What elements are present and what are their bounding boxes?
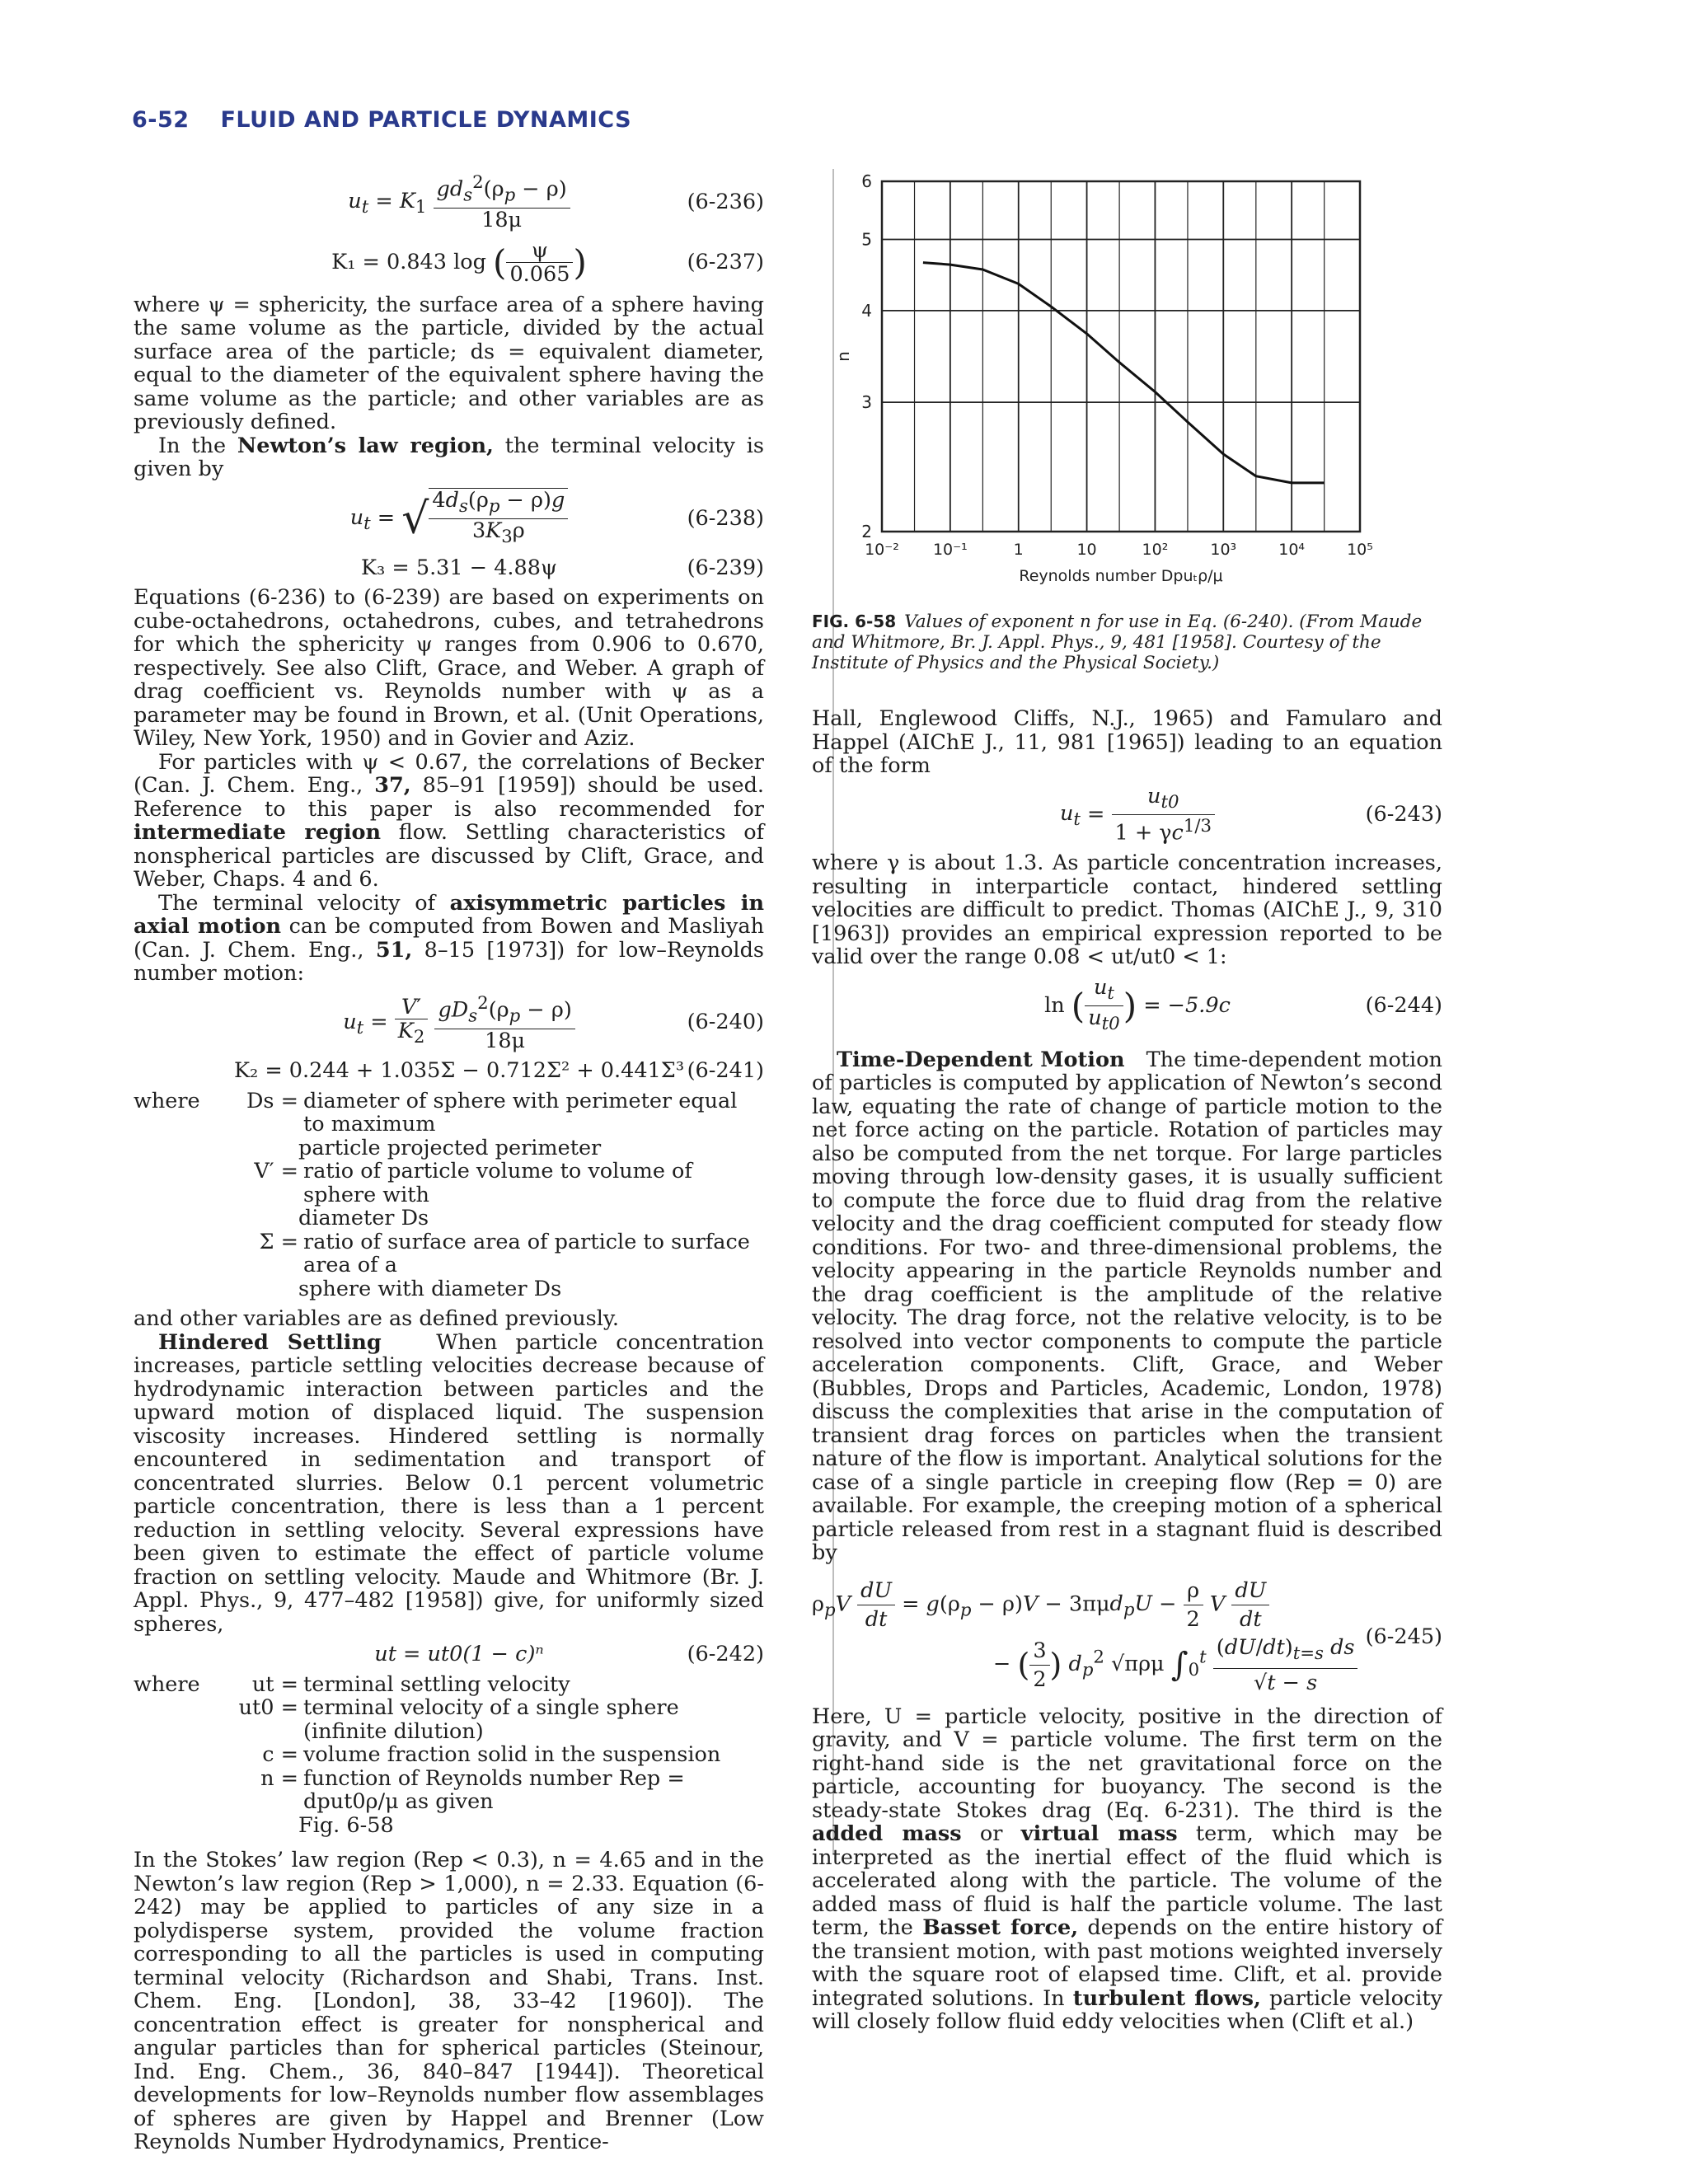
definition-w	[134, 1743, 208, 1767]
equation-6-243: $u_t$ = $\frac{u_{t0}}{1 + \gamma c^{1/3}}$ (6-243)	[1059, 783, 1442, 846]
equation-tag: (6-237)	[687, 250, 764, 275]
paragraph: Equations (6-236) to (6-239) are based on experiments on cube-octahedrons, octahedrons, cubes, and tetrahedrons for which the sphericity ψ ranges from 0.906 to 0.670, respectively. See also Clift, Grace, and Weber. A graph of drag coefficient vs. Reynolds number with ψ as a parameter may be found in Brown, et al. (Unit Operations, Wiley, New York, 1950) and in Govier and Aziz.	[134, 585, 764, 752]
definition-sym: ut0 =	[238, 1695, 298, 1721]
y-tick-label: 3	[861, 392, 872, 413]
equation-tag: (6-240)	[687, 1010, 764, 1035]
definition-sym: Ds =	[246, 1088, 298, 1113]
x-tick-label: 1	[1013, 541, 1024, 559]
paragraph: Here, U = particle velocity, positive in the direction of gravity, and V = particle volume. The first term on the right-hand side is the net gravitational force on the particle, accounting for buoyancy. The second is the steady-state Stokes drag (Eq. 6-231). The third is the added mass or virtual mass term, which may be interpreted as the inertial effect of the fluid which is accelerated along with the particle. The volume of the added mass of fluid is half the particle volume. The last term, the Basset force, depends on the entire history of the transient motion, with past motions weighted inversely with the square root of elapsed time. Clift, et al. provide integrated solutions. In turbulent flows, particle velocity will closely follow fluid eddy velocities when (Clift et al.)	[812, 1704, 1443, 2035]
equation-tag: (6-245)	[1365, 1624, 1442, 1649]
definition-w	[134, 1696, 208, 1743]
definition-sym: Σ =	[259, 1229, 298, 1254]
figure-caption	[812, 612, 1442, 673]
definition-desc: ratio of particle volume to volume of sphere with	[303, 1159, 692, 1207]
variable-definitions	[134, 1090, 764, 1301]
definition-desc: volume fraction solid in the suspension	[303, 1742, 721, 1768]
paragraph: In the Stokes’ law region (Rep < 0.3), n = 4.65 and in the Newton’s law region (Rep > 1,000), n = 2.33. Equation (6-242) may be applied to particles of any size in a polydisperse system, provided the volume fraction corresponding to all the particles is used in computing terminal velocity (Richardson and Shabi, Trans. Inst. Chem. Eng. [London], 38, 33–42 [1960]). The concentration effect is greater for nonspherical and angular particles than for spherical particles (Steinour, Ind. Eng. Chem., 36, 840–847 [1944]). Theoretical developments for low–Reynolds number flow assemblages of spheres are given by Happel and Brenner (Low Reynolds Number Hydrodynamics, Prentice-	[134, 1848, 764, 2155]
right-column	[812, 707, 1442, 2034]
equation-tag: (6-241)	[687, 1058, 764, 1084]
y-tick-label: 4	[861, 300, 872, 321]
definition-row	[134, 1767, 764, 1814]
equation-6-237: K₁ = 0.843 log ( $\frac{\psi}{0.065}$ ) (6-237)	[331, 237, 764, 288]
equation-6-238: $u_t$ = √ $\frac{4d_s(\rho_p - \rho)g}{3K_3\rho}$ (6-238)	[134, 488, 764, 550]
equation-6-241: K₂ = 0.244 + 1.035Σ − 0.712Σ² + 0.441Σ³ (6-241)	[233, 1058, 764, 1084]
definition-sym: ut =	[251, 1671, 298, 1697]
equation-tag: (6-242)	[687, 1642, 764, 1667]
equation-6-239: K₃ = 5.31 − 4.88ψ (6-239)	[361, 555, 764, 580]
equation-6-242: ut = ut0(1 − c)ⁿ (6-242)	[374, 1642, 764, 1667]
equation-tag: (6-239)	[687, 555, 764, 580]
y-tick-label: 2	[861, 522, 872, 541]
definition-row	[134, 1090, 764, 1137]
definition-desc: ratio of surface area of particle to surface area of a	[303, 1229, 750, 1278]
equation-6-236: $u_t = K_1$ $\frac{gd_s^2(\rho_p - \rho)}{18\mu}$ (6-236)	[348, 172, 764, 233]
figure-6-58-chart	[824, 165, 1434, 593]
x-tick-label: 10⁴	[1278, 541, 1306, 559]
x-tick-label: 10	[1076, 541, 1097, 559]
definition-desc: diameter of sphere with perimeter equal to maximum	[303, 1088, 738, 1137]
paragraph: Hall, Englewood Cliffs, N.J., 1965) and Famularo and Happel (AIChE J., 11, 981 [1965]) leading to an equation of the form	[812, 706, 1442, 778]
equation-tag: (6-238)	[687, 505, 764, 531]
definition-continuation: sphere with diameter Ds	[298, 1276, 562, 1301]
definition-row	[134, 1230, 764, 1277]
y-tick-label: 6	[861, 171, 872, 191]
paragraph: For particles with ψ < 0.67, the correlations of Becker (Can. J. Chem. Eng., 37, 85–91 [1959]) should be used. Reference to this paper is also recommended for intermediate region flow. Settling characteristics of nonspherical particles are discussed by Clift, Grace, and Weber, Chaps. 4 and 6.	[134, 749, 765, 893]
paragraph: Hindered Settling When particle concentration increases, particle settling velocities decrease because of hydrodynamic interaction between particles and the upward motion of displaced liquid. The suspension viscosity increases. Hindered settling is normally encountered in sedimentation and transport of concentrated slurries. Below 0.1 percent volumetric particle concentration, there is less than a 1 percent reduction in settling velocity. Several expressions have been given to estimate the effect of particle volume fraction on settling velocity. Maude and Whitmore (Br. J. Appl. Phys., 9, 477–482 [1958]) give, for uniformly sized spheres,	[134, 1329, 764, 1637]
y-axis-label: n	[833, 351, 853, 362]
equation-6-240: $u_t$ = $\frac{V'}{K_2}$ $\frac{gD_s^2(\rho_p - \rho)}{18\mu}$ (6-240)	[343, 992, 764, 1053]
page-header	[132, 107, 631, 133]
definition-sym: n =	[260, 1765, 298, 1791]
definition-desc: terminal settling velocity	[303, 1671, 570, 1697]
definition-sym: c =	[262, 1742, 298, 1768]
section-title: FLUID AND PARTICLE DYNAMICS	[220, 107, 632, 133]
definition-row	[134, 1696, 764, 1743]
y-tick-label: 5	[861, 229, 872, 250]
definition-row	[134, 1743, 764, 1767]
paragraph: and other variables are as defined previously.	[134, 1306, 620, 1332]
equation-tag: (6-244)	[1365, 993, 1442, 1019]
x-tick-label: 10⁻²	[865, 541, 899, 559]
definition-w	[134, 1767, 208, 1814]
plot-frame	[882, 181, 1360, 532]
figure-label: FIG. 6-58	[812, 612, 897, 631]
paragraph: Time-Dependent Motion The time-dependent motion of particles is computed by application of Newton’s second law, equating the rate of change of particle motion to the net force acting on the particle. Rotation of particles may also be computed from the net torque. For large particles moving through low-density gases, it is usually sufficient to compute the force due to fluid drag from the relative velocity and the drag coefficient computed for steady flow conditions. For two- and three-dimensional problems, the velocity appearing in the particle Reynolds number and the drag coefficient is the amplitude of the relative velocity. The drag force, not the relative velocity, is to be resolved into vector components to compute the particle acceleration components. Clift, Grace, and Weber (Bubbles, Drops and Particles, Academic, London, 1978) discuss the complexities that arise in the computation of transient drag forces on particles when the transient nature of the flow is important. Analytical solutions for the case of a single particle in creeping flow (Rep = 0) are available. For example, the creeping motion of a spherical particle released from rest in a stagnant fluid is described by	[812, 1047, 1442, 1566]
figure-caption-text: Values of exponent n for use in Eq. (6-240). (From Maude and Whitmore, Br. J. Appl. Phys., 9, 481 [1958]. Courtesy of the Institute of Physics and the Physical Society.)	[812, 612, 1423, 673]
x-tick-label: 10³	[1210, 541, 1237, 559]
definition-w	[134, 1230, 208, 1277]
definition-row	[134, 1160, 764, 1207]
definition-w: where	[134, 1088, 200, 1113]
paragraph: where γ is about 1.3. As particle concentration increases, resulting in interparticle contact, hindered settling velocities are difficult to predict. Thomas (AIChE J., 9, 310 [1963]) provides an empirical expression reported to be valid over the range 0.08 < ut/ut0 < 1:	[812, 851, 1442, 970]
paragraph: In the Newton’s law region, the terminal velocity is given by	[134, 433, 764, 482]
definition-w: where	[134, 1671, 200, 1697]
definition-continuation: Fig. 6-58	[298, 1812, 394, 1838]
definition-row	[134, 1673, 764, 1697]
x-tick-label: 10⁵	[1347, 541, 1373, 559]
equation-6-244: ln ( $\frac{u_t}{u_{t0}}$ ) = −5.9c (6-244)	[1044, 974, 1442, 1035]
x-axis-label: Reynolds number Dpuₜρ/μ	[1019, 567, 1223, 585]
equation-tag: (6-243)	[1365, 802, 1442, 827]
x-tick-label: 10⁻¹	[932, 541, 968, 559]
definition-w	[134, 1160, 208, 1207]
definition-sym: V′ =	[254, 1159, 298, 1184]
equation-text: K₁ = 0.843 log	[331, 249, 486, 274]
definition-desc: terminal velocity of a single sphere (infinite dilution)	[303, 1695, 679, 1744]
paragraph: The terminal velocity of axisymmetric particles in axial motion can be computed from Bowen and Masliyah (Can. J. Chem. Eng., 51, 8–15 [1973]) for low–Reynolds number motion:	[134, 890, 764, 987]
page-number: 6-52	[132, 107, 190, 133]
paragraph: where ψ = sphericity, the surface area of a sphere having the same volume as the particle, divided by the actual surface area of the particle; ds = equivalent diameter, equal to the diameter of the equivalent sphere having the same volume as the particle; and other variables are as previously defined.	[134, 292, 764, 435]
variable-definitions	[134, 1673, 764, 1838]
equation-6-245: $\rho_pV$ $\frac{dU}{dt}$ = $g(\rho_p - \rho)V - 3\pi\mu d_pU$ − $\frac{\rho}{2}$ V $\frac{dU}{dt}$ − ( $\frac{3}{2}$ ) $d_p^2$ √πρμ $\int_0^t$ $\frac{(dU/dt)_{t=s} ds}{√t - s}$ (6-245)	[812, 1577, 1442, 1695]
definition-continuation: particle projected perimeter	[298, 1135, 602, 1160]
left-column	[134, 165, 764, 2154]
definition-desc: function of Reynolds number Rep = dput0ρ/μ as given	[303, 1765, 685, 1815]
definition-continuation: diameter Ds	[298, 1206, 429, 1231]
x-tick-label: 10²	[1142, 541, 1169, 559]
equation-tag: (6-236)	[687, 189, 764, 214]
